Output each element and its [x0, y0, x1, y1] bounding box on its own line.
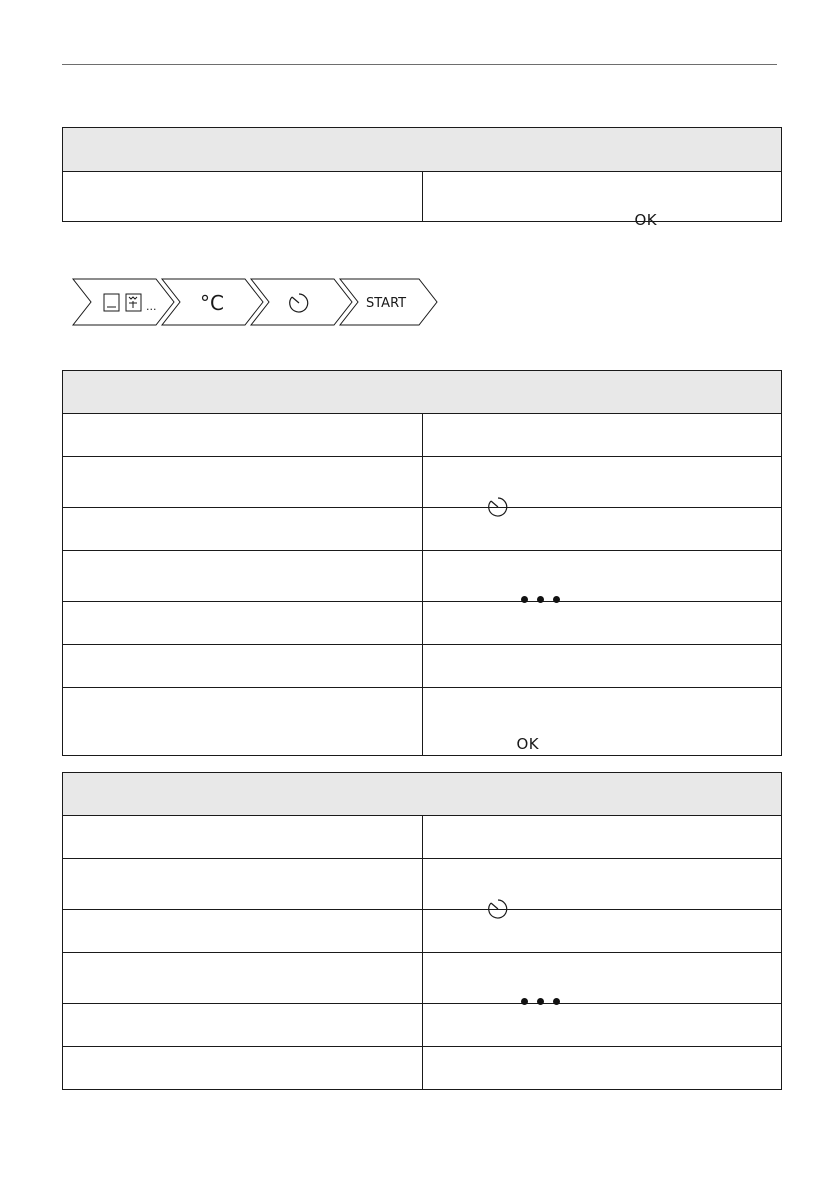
step-description — [422, 953, 782, 1004]
procedure-table-1 — [62, 127, 782, 229]
step-number — [63, 645, 423, 688]
step-chevron-timer — [251, 279, 352, 325]
step-description — [422, 816, 782, 859]
ok-button-label: OK — [516, 734, 540, 753]
table-header — [63, 128, 782, 172]
step-description — [422, 688, 782, 756]
fan-grill-icon — [126, 294, 141, 311]
more-options-ellipsis: ... — [146, 300, 157, 313]
more-dots-icon — [521, 596, 560, 603]
step-number — [63, 457, 423, 508]
step-number — [63, 508, 423, 551]
step-number — [63, 414, 423, 457]
step-number — [63, 688, 423, 756]
step-description — [422, 551, 782, 602]
step-number — [63, 172, 423, 222]
ok-button-label: OK — [634, 210, 658, 229]
step-number — [63, 551, 423, 602]
step-description — [422, 508, 782, 551]
procedure-table-2 — [62, 370, 782, 756]
setting-sequence — [70, 278, 440, 332]
step-number — [63, 1047, 423, 1090]
step-description — [422, 645, 782, 688]
table-header — [63, 773, 782, 816]
temperature-symbol: °C — [200, 291, 224, 315]
step-number — [63, 859, 423, 910]
step-number — [63, 1004, 423, 1047]
step-description — [422, 602, 782, 645]
step-number — [63, 953, 423, 1004]
step-number — [63, 910, 423, 953]
step-description — [422, 1047, 782, 1090]
timer-icon — [487, 898, 509, 920]
procedure-table-3 — [62, 772, 782, 1090]
step-description — [422, 414, 782, 457]
header-rule — [62, 64, 777, 65]
more-dots-icon — [521, 998, 560, 1005]
timer-icon — [290, 294, 308, 312]
step-description — [422, 172, 782, 229]
step-description — [422, 910, 782, 953]
step-number — [63, 816, 423, 859]
oven-function-icon — [104, 294, 119, 311]
table-header — [63, 371, 782, 414]
step-description — [422, 1004, 782, 1047]
start-label: START — [366, 296, 407, 311]
step-number — [63, 602, 423, 645]
step-description — [422, 457, 782, 508]
timer-icon — [487, 496, 509, 518]
step-description — [422, 859, 782, 910]
step-chevron-function — [73, 279, 174, 325]
